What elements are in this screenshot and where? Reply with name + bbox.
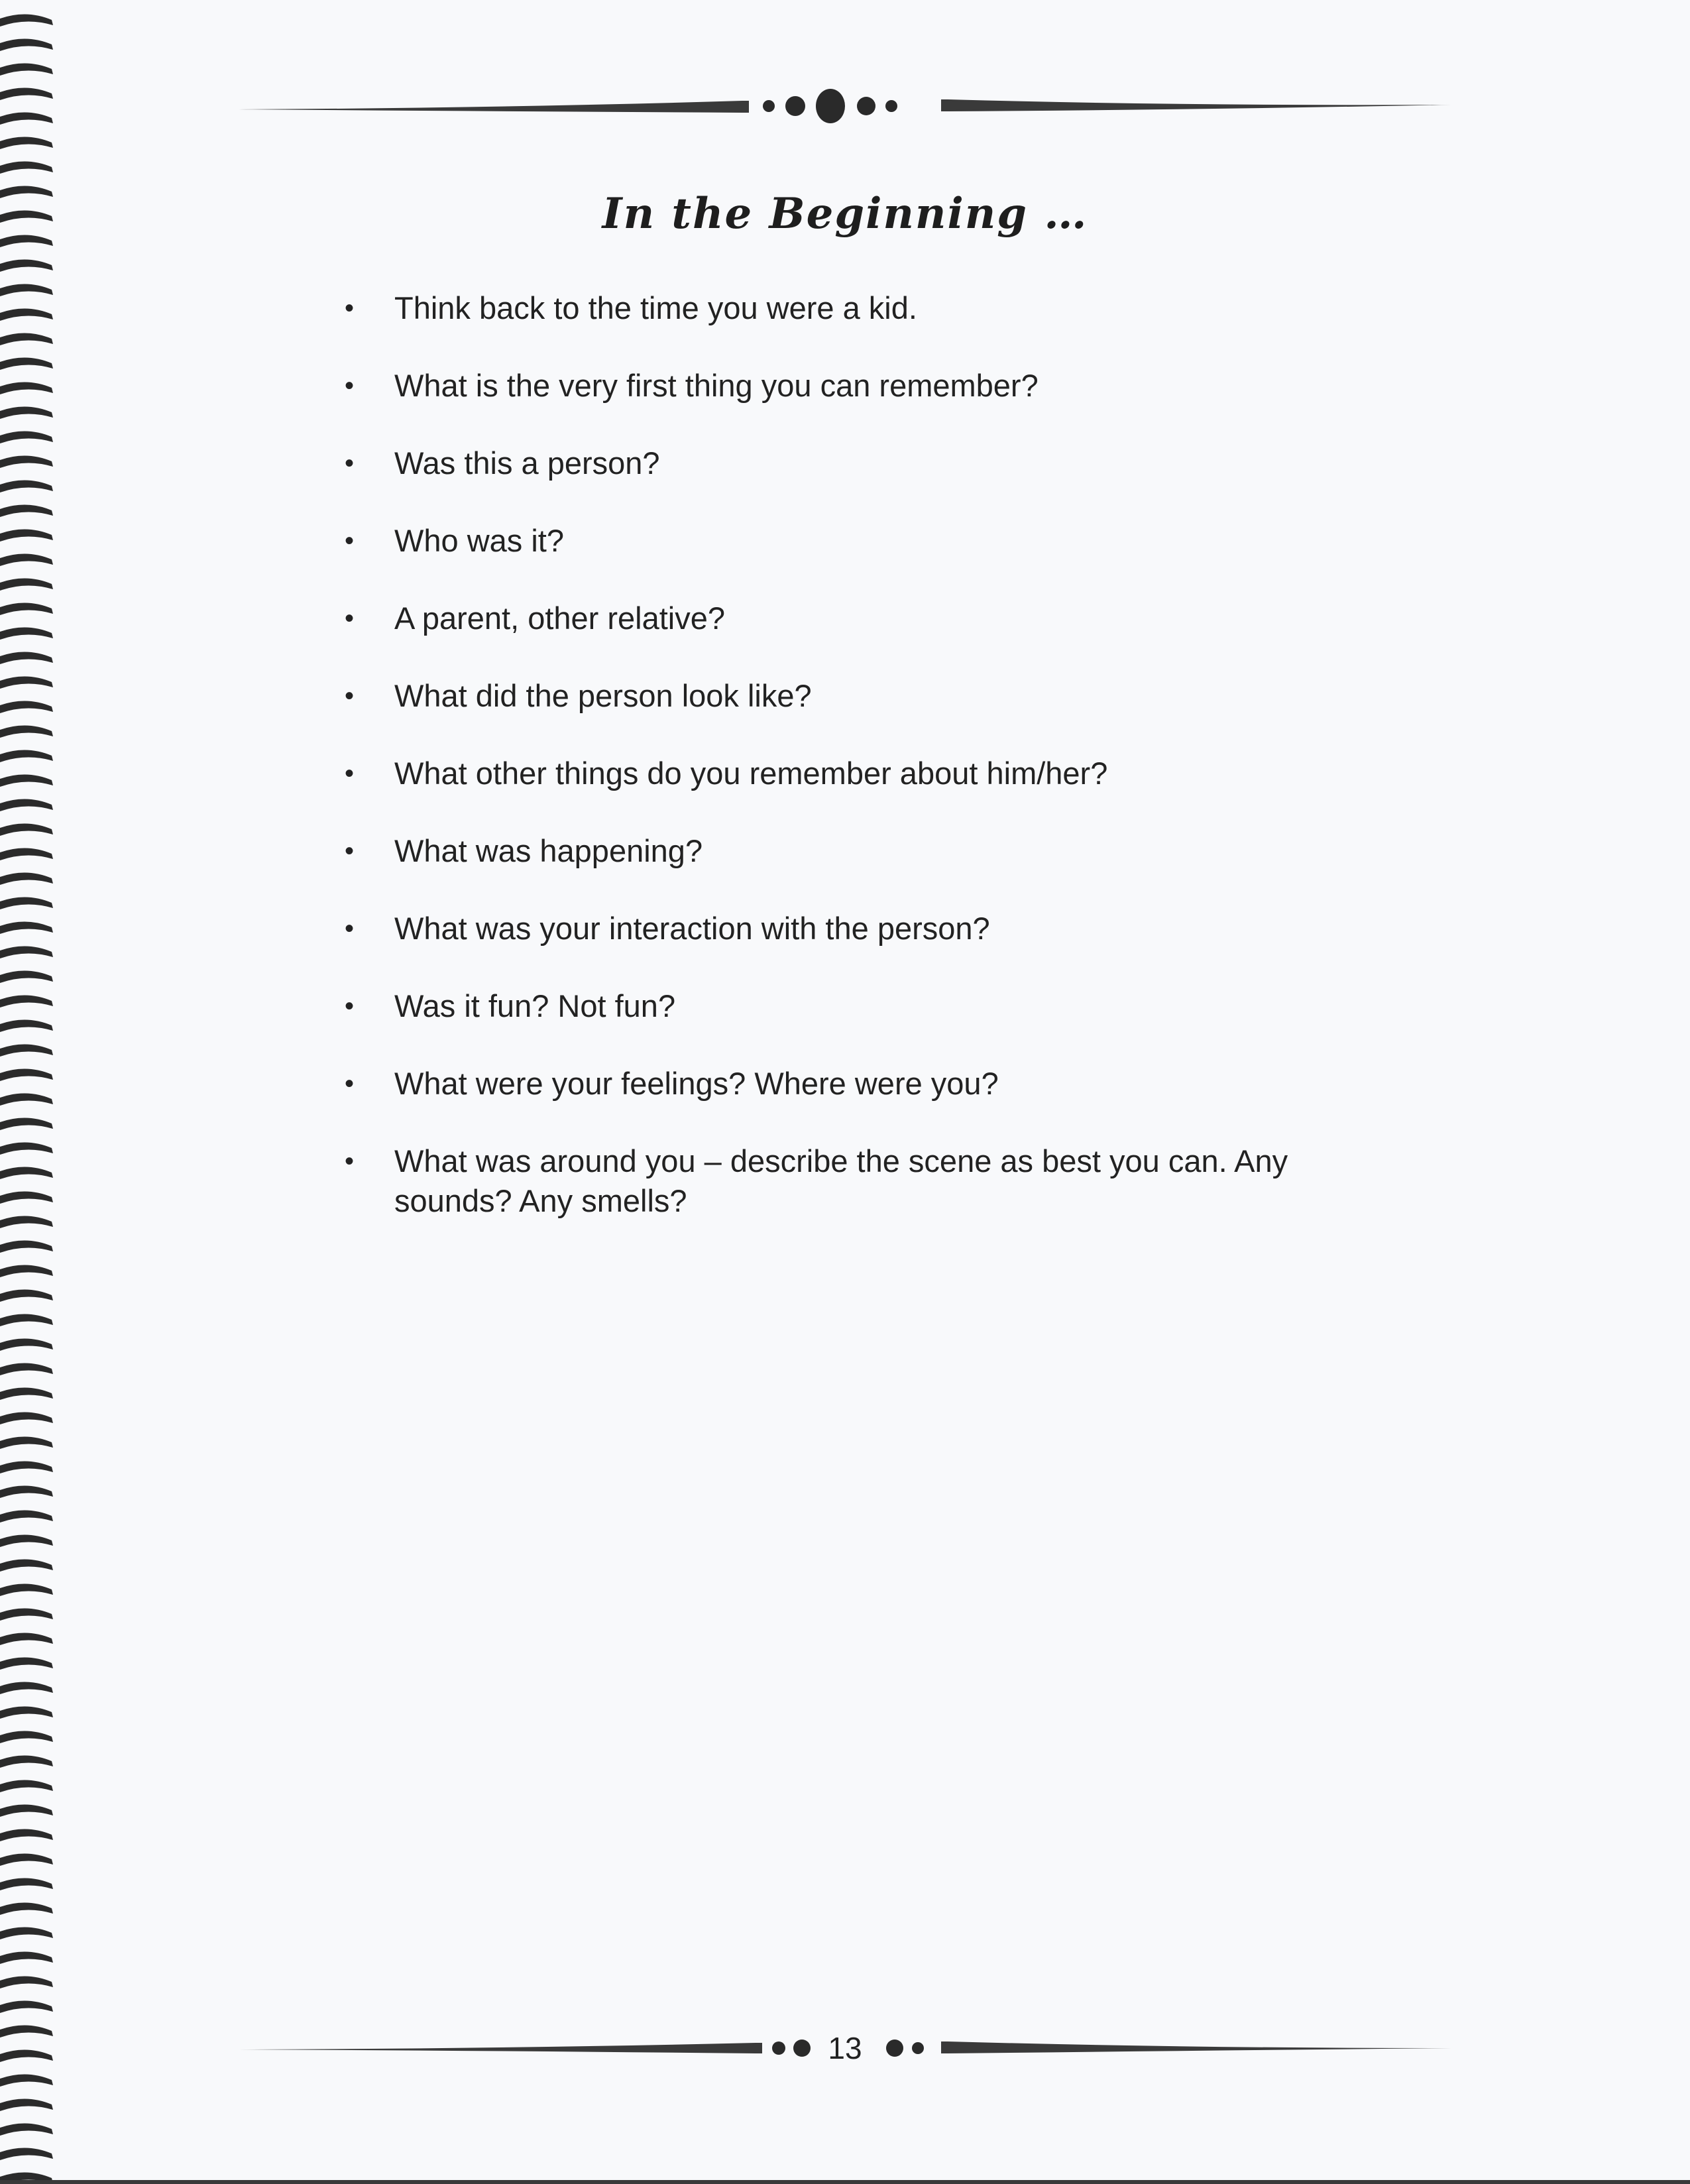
spiral-binding <box>0 0 60 2184</box>
binding-coil <box>0 897 53 909</box>
binding-coil <box>0 1633 53 1645</box>
question-text: Was it fun? Not fun? <box>394 988 676 1023</box>
bullet-icon: • <box>345 449 355 478</box>
binding-coil <box>0 112 53 125</box>
binding-coil <box>0 1142 53 1155</box>
bullet-icon: • <box>345 1147 355 1176</box>
binding-coil <box>0 2025 53 2038</box>
binding-coil <box>0 553 53 566</box>
binding-coil <box>0 872 53 885</box>
bullet-icon: • <box>345 914 355 943</box>
bullet-icon: • <box>345 681 355 711</box>
binding-coil <box>0 652 53 664</box>
binding-coil <box>0 87 53 100</box>
binding-coil <box>0 1976 53 1988</box>
page-bottom-edge <box>0 2180 1690 2184</box>
question-item <box>345 1064 1405 1104</box>
binding-coil <box>0 1559 53 1572</box>
question-item <box>345 909 1405 948</box>
binding-coil <box>0 921 53 934</box>
binding-coil <box>0 1363 53 1375</box>
binding-coil <box>0 774 53 787</box>
question-item <box>345 754 1405 793</box>
binding-coil <box>0 1338 53 1351</box>
question-text: What were your feelings? Where were you? <box>394 1066 999 1101</box>
binding-coil <box>0 1044 53 1057</box>
question-item <box>345 599 1405 638</box>
binding-coil <box>0 1682 53 1694</box>
binding-coil <box>0 137 53 149</box>
binding-coil <box>0 455 53 468</box>
question-item <box>345 1141 1405 1221</box>
bottom-ornamental-divider <box>239 2022 1451 2075</box>
binding-coil <box>0 1314 53 1326</box>
bullet-icon: • <box>345 1069 355 1098</box>
question-text: What was around you – describe the scene as best you can. Any sounds? Any smells? <box>394 1143 1288 1218</box>
question-text: What is the very first thing you can remember? <box>394 368 1039 403</box>
question-list <box>345 288 1405 1259</box>
binding-coil <box>0 63 53 76</box>
binding-coil <box>0 1731 53 1743</box>
binding-coil <box>0 1927 53 1939</box>
page-title: In the Beginning … <box>602 189 1088 239</box>
binding-coil <box>0 1755 53 1768</box>
binding-coil <box>0 799 53 811</box>
bullet-icon: • <box>345 604 355 633</box>
binding-coil <box>0 1461 53 1473</box>
question-text: Think back to the time you were a kid. <box>394 290 917 325</box>
binding-coil <box>0 1387 53 1400</box>
binding-coil <box>0 970 53 983</box>
binding-coil <box>0 1878 53 1890</box>
spiral-coils <box>0 0 60 2184</box>
binding-coil <box>0 2098 53 2111</box>
binding-coil <box>0 529 53 542</box>
binding-coil <box>0 2000 53 2013</box>
binding-coil <box>0 1118 53 1130</box>
binding-coil <box>0 823 53 836</box>
bullet-icon: • <box>345 526 355 555</box>
binding-coil <box>0 1191 53 1204</box>
binding-coil <box>0 1265 53 1277</box>
binding-coil <box>0 1534 53 1547</box>
page-number: 13 <box>828 2031 862 2065</box>
top-ornamental-divider <box>239 80 1451 133</box>
binding-coil <box>0 946 53 958</box>
bullet-icon: • <box>345 992 355 1021</box>
binding-coil <box>0 1829 53 1841</box>
binding-coil <box>0 1019 53 1032</box>
binding-coil <box>0 1853 53 1866</box>
binding-coil <box>0 627 53 640</box>
bullet-icon: • <box>345 294 355 323</box>
binding-coil <box>0 1902 53 1915</box>
binding-coil <box>0 1436 53 1449</box>
binding-coil <box>0 1608 53 1621</box>
binding-coil <box>0 14 53 27</box>
binding-coil <box>0 38 53 51</box>
binding-coil <box>0 676 53 689</box>
binding-coil <box>0 284 53 296</box>
binding-coil <box>0 1485 53 1498</box>
question-text: What was happening? <box>394 833 703 868</box>
binding-coil <box>0 1167 53 1179</box>
binding-coil <box>0 995 53 1007</box>
binding-coil <box>0 333 53 345</box>
binding-coil <box>0 2049 53 2062</box>
binding-coil <box>0 1068 53 1081</box>
binding-coil <box>0 1412 53 1424</box>
binding-coil <box>0 259 53 272</box>
binding-coil <box>0 1240 53 1253</box>
question-item <box>345 521 1405 561</box>
bullet-icon: • <box>345 371 355 400</box>
question-item <box>345 831 1405 871</box>
binding-coil <box>0 2148 53 2160</box>
binding-coil <box>0 1093 53 1106</box>
question-text: Was this a person? <box>394 445 660 481</box>
question-text: A parent, other relative? <box>394 601 726 636</box>
binding-coil <box>0 750 53 762</box>
binding-coil <box>0 1780 53 1792</box>
binding-coil <box>0 1706 53 1719</box>
binding-coil <box>0 1951 53 1964</box>
binding-coil <box>0 848 53 860</box>
binding-coil <box>0 701 53 713</box>
question-text: What other things do you remember about him/her? <box>394 756 1108 791</box>
binding-coil <box>0 2074 53 2087</box>
binding-coil <box>0 357 53 370</box>
binding-coil <box>0 725 53 738</box>
binding-coil <box>0 480 53 492</box>
question-item <box>345 676 1405 716</box>
binding-coil <box>0 1804 53 1817</box>
bullet-icon: • <box>345 759 355 788</box>
binding-coil <box>0 504 53 517</box>
question-item <box>345 366 1405 406</box>
binding-coil <box>0 1583 53 1596</box>
question-item <box>345 443 1405 483</box>
binding-coil <box>0 2123 53 2136</box>
binding-coil <box>0 382 53 394</box>
question-item <box>345 288 1405 328</box>
question-text: What was your interaction with the person? <box>394 911 990 946</box>
binding-coil <box>0 161 53 174</box>
binding-coil <box>0 406 53 419</box>
binding-coil <box>0 578 53 591</box>
binding-coil <box>0 308 53 321</box>
bullet-icon: • <box>345 836 355 866</box>
binding-coil <box>0 431 53 443</box>
question-text: What did the person look like? <box>394 678 812 713</box>
question-item <box>345 986 1405 1026</box>
question-text: Who was it? <box>394 523 564 558</box>
binding-coil <box>0 603 53 615</box>
binding-coil <box>0 1510 53 1523</box>
binding-coil <box>0 1216 53 1228</box>
binding-coil <box>0 1289 53 1302</box>
binding-coil <box>0 1657 53 1670</box>
